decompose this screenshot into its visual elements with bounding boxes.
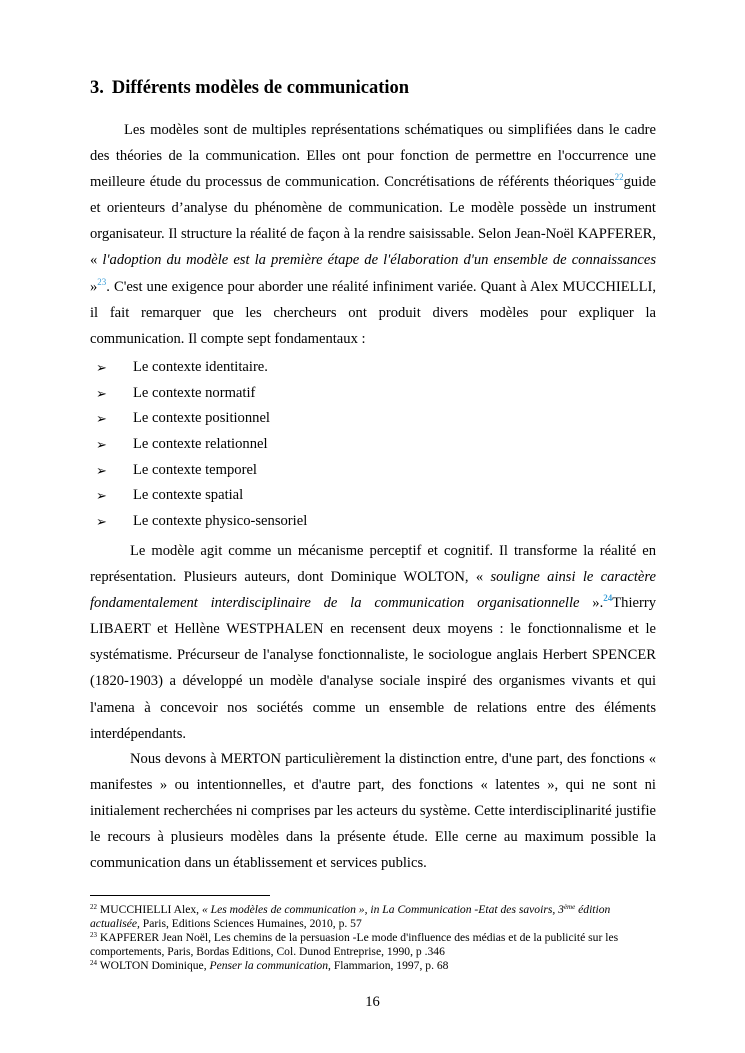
arrow-bullet-icon: ➢ bbox=[96, 462, 107, 478]
list-item: ➢ Le contexte normatif bbox=[90, 381, 656, 407]
list-item: ➢ Le contexte temporel bbox=[90, 458, 656, 484]
list-item: ➢ Le contexte spatial bbox=[90, 483, 656, 509]
p2-quote-close: ». bbox=[579, 595, 604, 612]
arrow-bullet-icon: ➢ bbox=[96, 437, 107, 453]
footnotes bbox=[90, 903, 660, 973]
p2-text-b: Thierry LIBAERT et Hellène WESTPHALEN en recensent deux moyens : le fonctionnalisme et le systématisme. Précurseur de l'analyse fonctionnaliste, le sociologue anglais Herbert SPENCER (1820-1903) a développé un modèle d'analyse sociale inspiré des organismes vivants et qui l'amena à concevoir nos sociétés comme un ensemble de relations entre des éléments interdépendants. bbox=[90, 595, 657, 742]
context-list bbox=[90, 355, 656, 535]
arrow-bullet-icon: ➢ bbox=[96, 488, 107, 504]
footnote-ref-24[interactable]: 24 bbox=[603, 593, 613, 604]
arrow-bullet-icon: ➢ bbox=[96, 385, 107, 401]
page-number: 16 bbox=[365, 994, 380, 1010]
paragraph-1-block bbox=[90, 117, 656, 352]
list-item: ➢ Le contexte identitaire. bbox=[90, 355, 656, 381]
p1-text-b: guide et orienteurs d’analyse du phénomène de communication. Le modèle possède un instrument organisateur. Il structure la réalité de façon à la rendre saisissable. Selon Jean-Noël KAPFERER, « bbox=[90, 174, 656, 269]
p2-text-a: Le modèle agit comme un mécanisme perceptif et cognitif. Il transforme la réalité en représentation. Plusieurs auteurs, dont Dominique WOLTON, « bbox=[90, 543, 656, 586]
list-item: ➢ Le contexte positionnel bbox=[90, 406, 656, 432]
arrow-bullet-icon: ➢ bbox=[96, 411, 107, 427]
footnote-22: $^{22}$ MUCCHIELLI Alex, « Les modèles de communication », in La Communication -Etat des savoirs, 3ème édition actualisée, Paris, Editions Sciences Humaines, 2010, p. 57 bbox=[90, 903, 611, 930]
paragraph-3-block bbox=[90, 746, 656, 876]
p2-quote: souligne ainsi le caractère fondamentalement interdisciplinaire de la communication organisationnelle bbox=[90, 569, 656, 612]
p1-text-c: . C'est une exigence pour aborder une réalité infiniment variée. Quant à Alex MUCCHIELLI, il fait remarquer que les chercheurs ont produit divers modèles pour expliquer la communication. Il compte sept fondamentaux : bbox=[90, 278, 656, 347]
section-heading bbox=[90, 78, 409, 99]
list-item: ➢ Le contexte physico-sensoriel bbox=[90, 509, 656, 535]
section-number: 3. bbox=[90, 78, 104, 98]
footnote-23: $^{23}$ KAPFERER Jean Noël, Les chemins de la persuasion -Le mode d'influence des médias et de la publicité sur les comportements, Paris, Bordas Editions, Col. Dunod Entreprise, 1990, p .346 bbox=[90, 931, 619, 958]
list-item: ➢ Le contexte relationnel bbox=[90, 432, 656, 458]
footnote-ref-23[interactable]: 23 bbox=[97, 276, 107, 287]
paragraph-1 bbox=[90, 117, 656, 352]
paragraph-2 bbox=[90, 538, 656, 747]
p1-quote: l'adoption du modèle est la première étape de l'élaboration d'un ensemble de connaissances bbox=[102, 252, 656, 269]
arrow-bullet-icon: ➢ bbox=[96, 514, 107, 530]
arrow-bullet-icon: ➢ bbox=[96, 360, 107, 375]
p1-text-a: Les modèles sont de multiples représentations schématiques ou simplifiées dans le cadre des théories de la communication. Elles ont pour fonction de permettre en l'occurrence une meilleure étude du processus de communication. Concrétisations de référents théoriques bbox=[90, 122, 656, 191]
p1-quote-close: » bbox=[90, 278, 98, 295]
section-title: Différents modèles de communication bbox=[111, 78, 410, 98]
footnote-ref-22[interactable]: 22 bbox=[614, 172, 624, 183]
context-list-block bbox=[90, 355, 656, 535]
footnote-24: $^{24}$ WOLTON Dominique, Penser la communication, Flammarion, 1997, p. 68 bbox=[90, 959, 449, 972]
paragraph-2-block bbox=[90, 538, 656, 747]
paragraph-3: Nous devons à MERTON particulièrement la distinction entre, d'une part, des fonctions « manifestes » ou intentionnelles, et d'autre part, des fonctions « latentes », qui ne sont ni initialement recherchées ni comprises par les acteurs du système. Cette interdisciplinarité justifie le recours à plusieurs modèles dans la présente étude. Elle cerne au maximum possible la communication dans un établissement et services publics. bbox=[90, 751, 656, 872]
footnote-separator bbox=[90, 895, 270, 896]
